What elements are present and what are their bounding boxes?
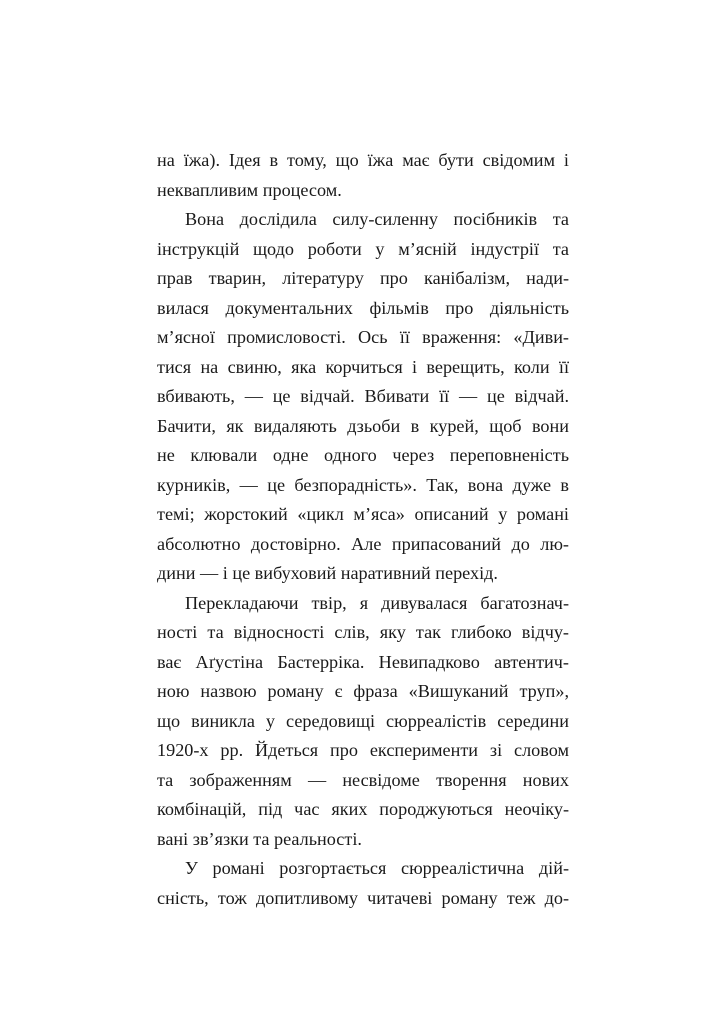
paragraph	[157, 589, 569, 855]
text-line: прав тварин, літературу про канібалізм, нади-	[157, 268, 569, 288]
text-line: неквапливим процесом.	[157, 179, 342, 200]
text-line: вбивають, — це відчай. Вбивати її — це відчай.	[157, 386, 569, 406]
paragraph	[157, 205, 569, 589]
text-line: не клювали одне одного через переповненість	[157, 445, 569, 465]
text-line: тися на свиню, яка корчиться і верещить, коли її	[157, 356, 569, 377]
text-line: та зображенням — несвідоме творення нових	[157, 769, 569, 790]
text-line: курників, — це безпорадність». Так, вона дуже в	[157, 474, 569, 495]
text-line: ною назвою роману є фраза «Вишуканий труп»,	[157, 681, 569, 701]
body-text	[157, 146, 569, 913]
text-line: ває Аґустіна Бастерріка. Невипадково автентич-	[157, 651, 569, 672]
text-line: абсолютно достовірно. Але припасований до лю-	[157, 533, 569, 554]
text-line: на їжа). Ідея в тому, що їжа має бути свідомим і	[157, 150, 569, 170]
text-line: ності та відносності слів, яку так глибоко відчу-	[157, 622, 569, 642]
text-line: що виникла у середовищі сюрреалістів середини	[157, 710, 569, 731]
text-line: темі; жорстокий «цикл м’яса» описаний у романі	[157, 504, 569, 524]
text-line: вані зв’язки та реальності.	[157, 828, 362, 849]
text-line: 1920-х рр. Йдеться про експерименти зі словом	[157, 740, 569, 760]
text-line: Перекладаючи твір, я дивувалася багатознач-	[185, 592, 569, 613]
paragraph	[157, 854, 569, 913]
text-line: Вона дослідила силу-силенну посібників та	[185, 209, 569, 229]
text-line: м’ясної промисловості. Ось її враження: «Диви-	[157, 327, 569, 347]
text-line: дини — і це вибуховий наративний перехід.	[157, 563, 498, 583]
text-line: комбінацій, під час яких породжуються неочіку-	[157, 799, 569, 819]
text-line: інструкцій щодо роботи у м’ясній індустрії та	[157, 238, 569, 259]
paragraph	[157, 146, 569, 205]
text-line: Бачити, як видаляють дзьоби в курей, щоб вони	[157, 415, 569, 436]
text-line: У романі розгортається сюрреалістична дій-	[185, 858, 569, 878]
text-line: вилася документальних фільмів про діяльність	[157, 297, 569, 318]
text-line: сність, тож допитливому читачеві роману теж до-	[157, 887, 569, 908]
